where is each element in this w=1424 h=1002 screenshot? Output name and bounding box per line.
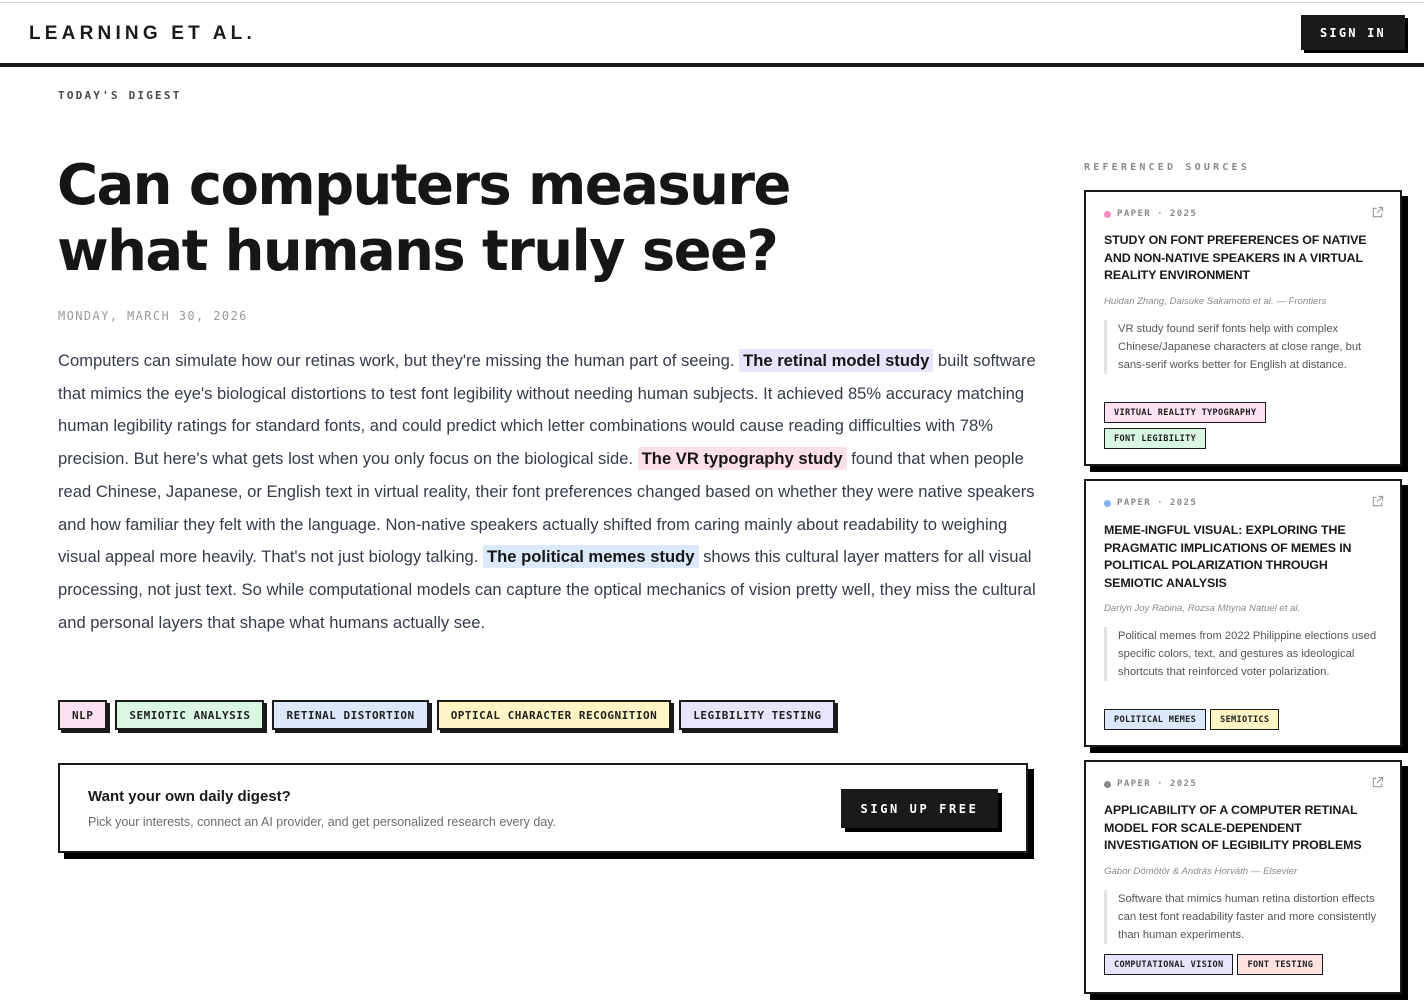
tag-semiotics[interactable]: SEMIOTICS bbox=[1210, 709, 1279, 730]
source-title[interactable]: APPLICABILITY OF A COMPUTER RETINAL MODEL FOR SCALE-DEPENDENT INVESTIGATION OF LEGIBILITY PROBLEMS bbox=[1104, 803, 1362, 853]
source-title[interactable]: STUDY ON FONT PREFERENCES OF NATIVE AND NON-NATIVE SPEAKERS IN A VIRTUAL REALITY ENVIRONMENT bbox=[1104, 233, 1367, 283]
meta-separator: · bbox=[1157, 498, 1164, 508]
tag-optical-character-recognition[interactable]: OPTICAL CHARACTER RECOGNITION bbox=[437, 700, 672, 730]
source-dot-icon bbox=[1104, 500, 1111, 507]
source-year: 2025 bbox=[1169, 498, 1198, 508]
source-summary: Political memes from 2022 Philippine elections used specific colors, text, and gestures as ideological shortcuts that reinforced voter polarization. bbox=[1104, 627, 1386, 681]
site-logo[interactable]: LEARNING ET AL. bbox=[29, 23, 256, 44]
source-card[interactable] bbox=[1084, 479, 1402, 747]
source-dot-icon bbox=[1104, 781, 1111, 788]
source-type: PAPER bbox=[1117, 209, 1152, 219]
body-text: built software that mimics the eye's biological distortions to test font legibility without needing human subjects. It achieved 85% accuracy matching human legibility ratings for standard fonts, and could predict which letter combinations would cause reading difficulties with 78% precision. But here's what gets lost when you only focus on the biological side. bbox=[58, 351, 1036, 469]
tag-virtual-reality-typography[interactable]: VIRTUAL REALITY TYPOGRAPHY bbox=[1104, 402, 1266, 423]
source-type: PAPER bbox=[1117, 498, 1152, 508]
source-link-retinal-model[interactable]: The retinal model study bbox=[739, 349, 933, 372]
site-header bbox=[0, 3, 1424, 64]
source-meta bbox=[1104, 498, 1197, 508]
external-link-icon[interactable] bbox=[1371, 206, 1384, 219]
section-eyebrow: TODAY'S DIGEST bbox=[58, 89, 182, 102]
source-title[interactable]: MEME-INGFUL VISUAL: EXPLORING THE PRAGMATIC IMPLICATIONS OF MEMES IN POLITICAL POLARIZATION THROUGH SEMIOTIC ANALYSIS bbox=[1104, 523, 1352, 590]
source-tags bbox=[1104, 402, 1394, 449]
article-title: Can computers measure what humans truly see? bbox=[57, 153, 790, 284]
tag-font-testing[interactable]: FONT TESTING bbox=[1237, 954, 1323, 975]
source-link-political-memes[interactable]: The political memes study bbox=[483, 545, 698, 568]
tag-semiotic-analysis[interactable]: SEMIOTIC ANALYSIS bbox=[115, 700, 264, 730]
tag-political-memes[interactable]: POLITICAL MEMES bbox=[1104, 709, 1206, 730]
source-type: PAPER bbox=[1117, 779, 1152, 789]
source-tags bbox=[1104, 709, 1394, 730]
tag-computational-vision[interactable]: COMPUTATIONAL VISION bbox=[1104, 954, 1233, 975]
cta-subtitle: Pick your interests, connect an AI provider, and get personalized research every day. bbox=[88, 815, 557, 829]
source-summary: Software that mimics human retina distortion effects can test font readability faster and more consistently than human experiments. bbox=[1104, 890, 1386, 944]
cta-title: Want your own daily digest? bbox=[88, 788, 291, 805]
body-text: shows this cultural layer matters for all visual processing, not just text. So while computational models can capture the optical mechanics of vision pretty well, they miss the cultural and personal layers that shape what humans actually see. bbox=[58, 547, 1036, 632]
source-meta bbox=[1104, 779, 1197, 789]
external-link-icon[interactable] bbox=[1371, 776, 1384, 789]
tag-legibility-testing[interactable]: LEGIBILITY TESTING bbox=[679, 700, 835, 730]
source-meta bbox=[1104, 209, 1197, 219]
tag-font-legibility[interactable]: FONT LEGIBILITY bbox=[1104, 428, 1206, 449]
signup-cta-box bbox=[58, 763, 1028, 853]
article-tags bbox=[58, 700, 835, 730]
external-link-icon[interactable] bbox=[1371, 495, 1384, 508]
source-authors: Gábor Dömötör & András Horváth — Elsevier bbox=[1104, 866, 1298, 877]
body-text: found that when people read Chinese, Japanese, or English text in virtual reality, their font preferences changed based on whether they were native speakers and how familiar they felt with the language. Non-native speakers actually shifted from caring mainly about readability to weighing visual appeal more heavily. That's not just biology talking. bbox=[58, 449, 1035, 567]
tag-nlp[interactable]: NLP bbox=[58, 700, 107, 730]
header-divider bbox=[0, 63, 1424, 67]
sign-up-free-button[interactable]: SIGN UP FREE bbox=[841, 789, 998, 828]
referenced-sources-heading: REFERENCED SOURCES bbox=[1084, 162, 1250, 173]
meta-separator: · bbox=[1157, 209, 1164, 219]
source-tags bbox=[1104, 954, 1394, 975]
source-authors: Huidan Zhang, Daisuke Sakamoto et al. — Frontiers bbox=[1104, 296, 1327, 307]
tag-retinal-distortion[interactable]: RETINAL DISTORTION bbox=[272, 700, 428, 730]
source-summary: VR study found serif fonts help with complex Chinese/Japanese characters at close range, but sans-serif works better for English at distance. bbox=[1104, 320, 1386, 374]
sign-in-button[interactable]: SIGN IN bbox=[1301, 15, 1405, 50]
source-dot-icon bbox=[1104, 211, 1111, 218]
source-year: 2025 bbox=[1169, 209, 1198, 219]
source-card[interactable] bbox=[1084, 190, 1402, 466]
article-body bbox=[58, 345, 1043, 639]
source-link-vr-typography[interactable]: The VR typography study bbox=[638, 447, 847, 470]
source-card[interactable] bbox=[1084, 760, 1402, 994]
source-year: 2025 bbox=[1169, 779, 1198, 789]
meta-separator: · bbox=[1157, 779, 1164, 789]
article-date: MONDAY, MARCH 30, 2026 bbox=[58, 309, 248, 323]
source-authors: Darlyn Joy Rabina, Rozsa Mhyna Natuel et al. bbox=[1104, 603, 1301, 614]
body-text: Computers can simulate how our retinas work, but they're missing the human part of seeing. bbox=[58, 351, 740, 370]
